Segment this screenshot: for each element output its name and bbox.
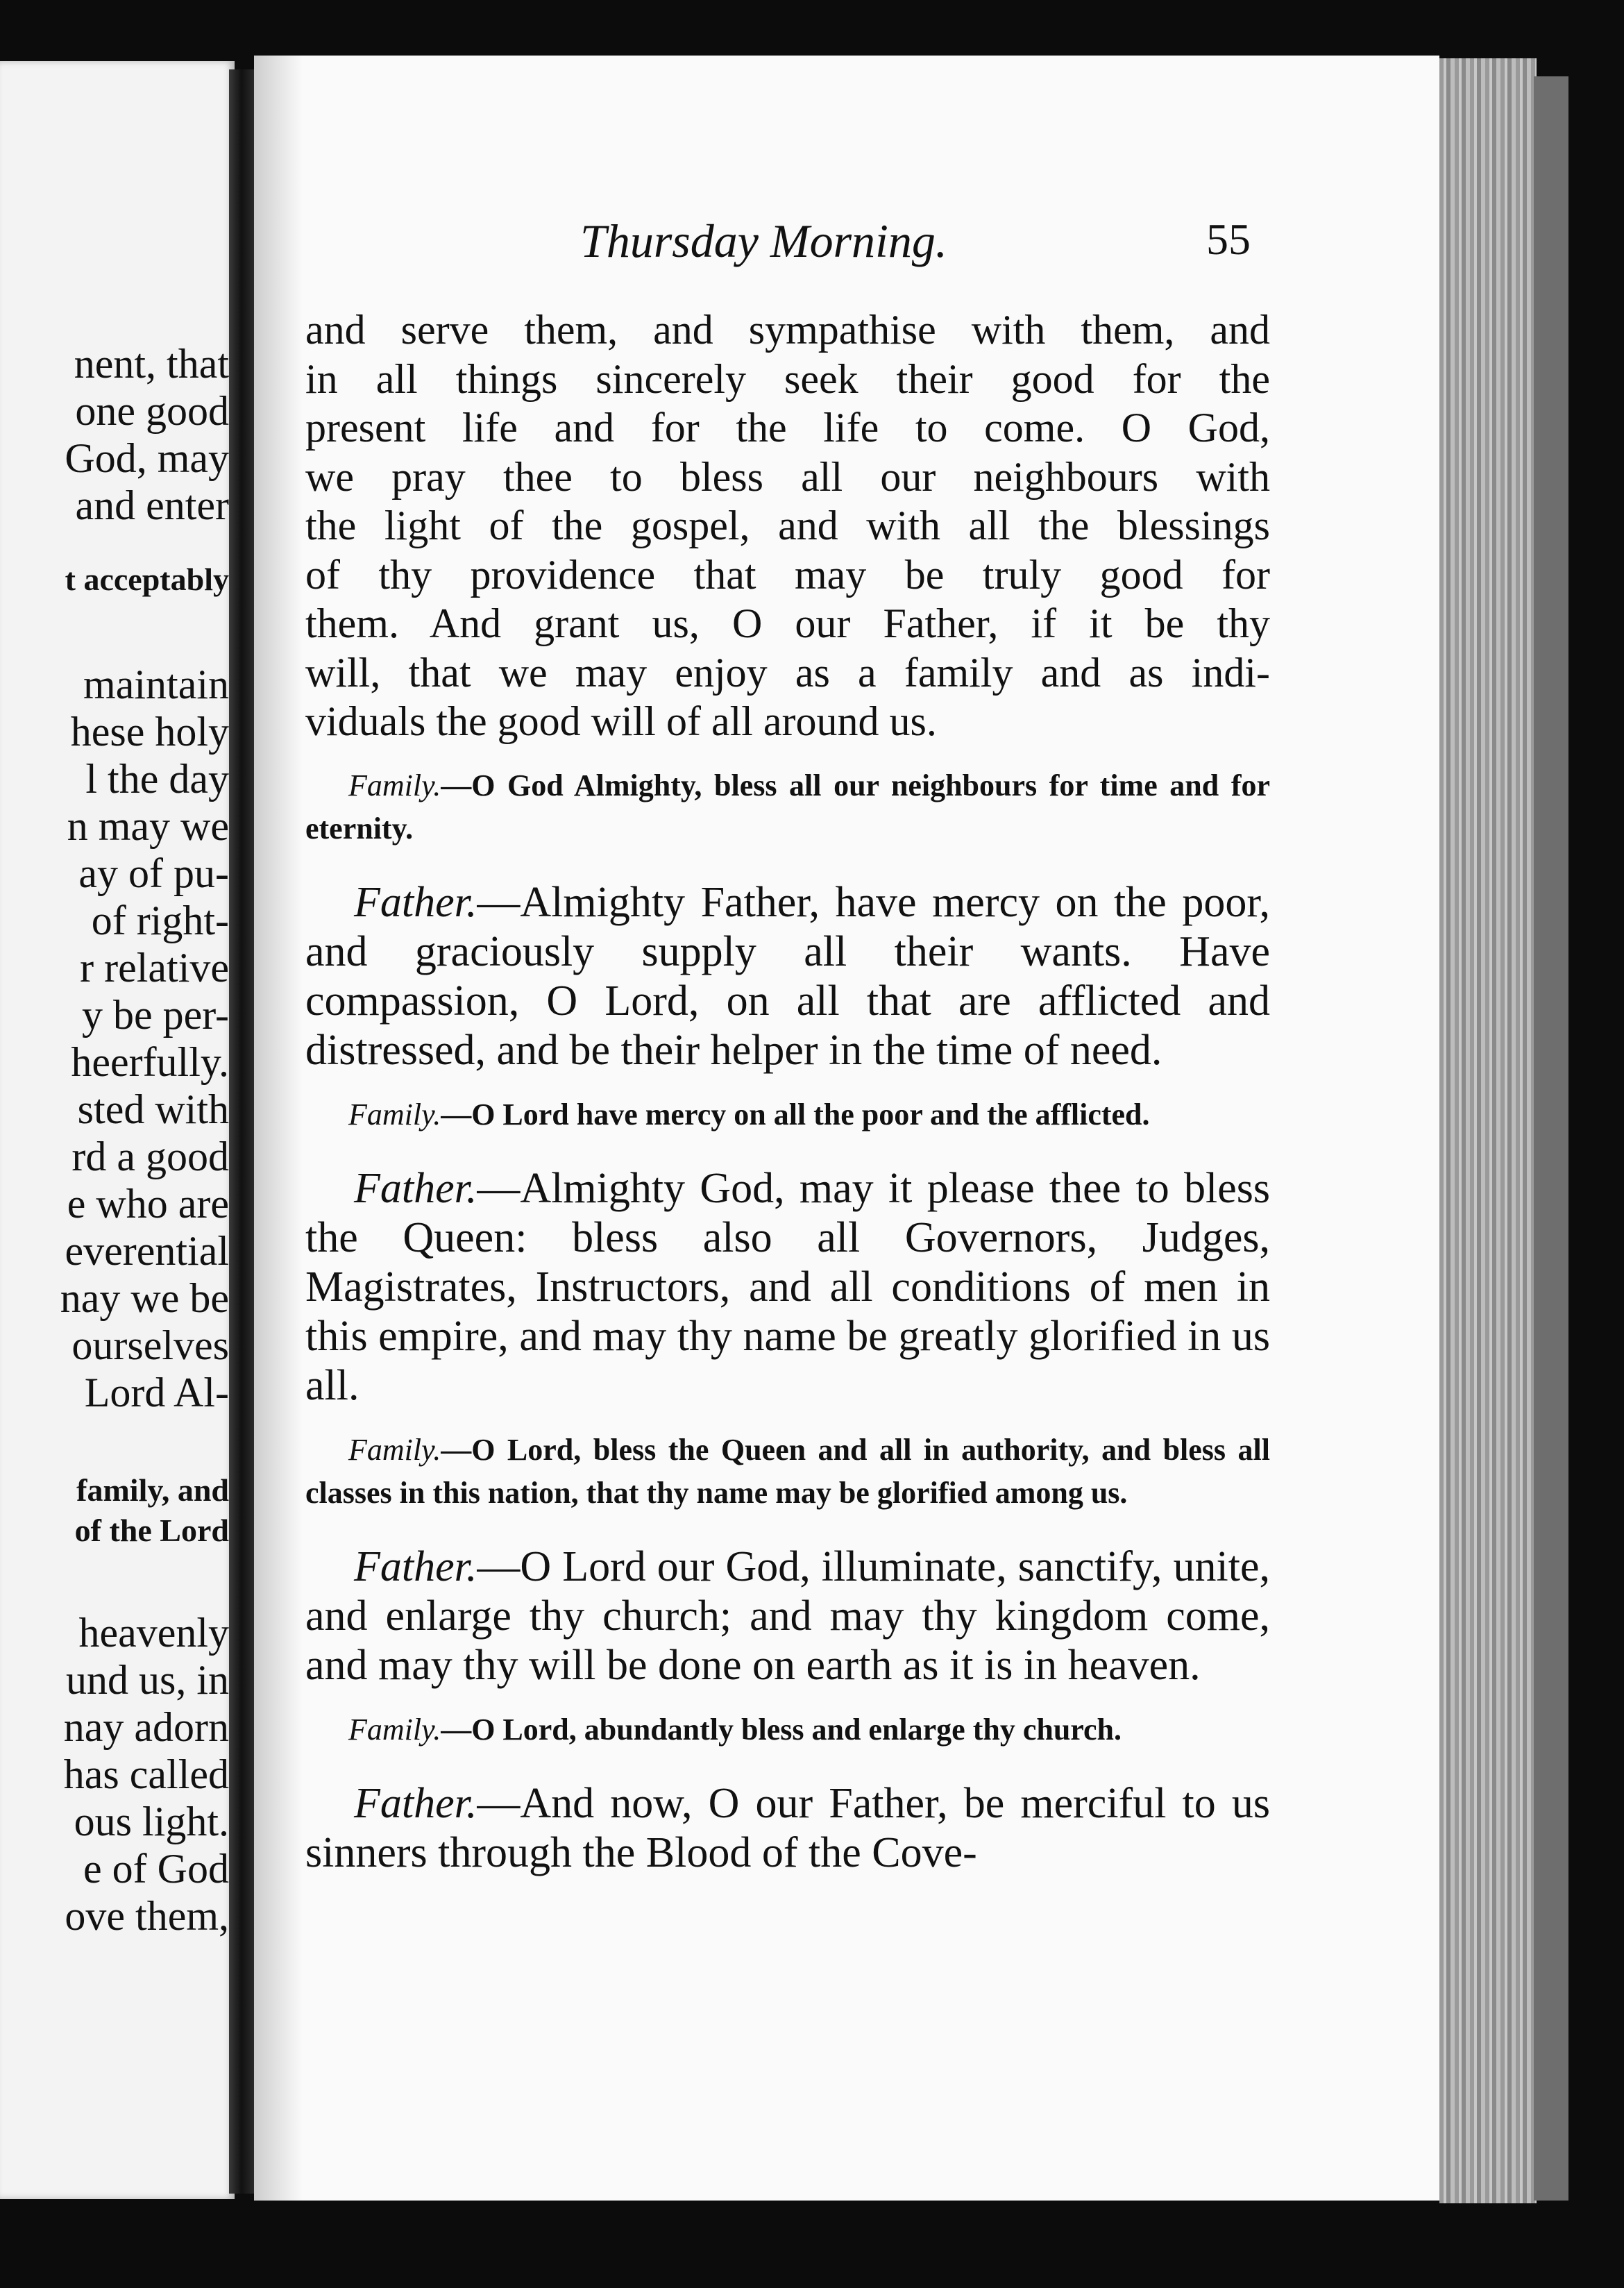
book-cover-edge <box>1534 76 1568 2201</box>
family-response-2 <box>305 1093 1270 1136</box>
prayer-text: —Almighty Father, have mercy on the poor, and graciously supply all their wants. Have compassion, O Lord, on all that are afflicted and distressed, and be their helper in the time of need. <box>305 878 1270 1074</box>
response-text: —O Lord have mercy on all the poor and the afflicted. <box>441 1097 1150 1132</box>
family-response-3 <box>305 1429 1270 1515</box>
page-number: 55 <box>1206 214 1251 264</box>
left-page-line: one good <box>75 388 229 434</box>
text-line: viduals the good will of all around us. <box>305 698 937 744</box>
speaker-label: Family. <box>348 1432 441 1467</box>
prayer-text: —And now, O our Father, be merciful to us sinners through the Blood of the Cove- <box>305 1779 1270 1876</box>
speaker-label: Father. <box>354 1542 477 1590</box>
paragraph-continuation <box>305 305 1270 746</box>
left-page-line: maintain <box>83 662 229 707</box>
gutter-shadow <box>254 56 303 2201</box>
left-page-line: and enter <box>75 482 229 528</box>
book-gutter <box>229 69 254 2194</box>
left-page-line: sted with <box>77 1086 229 1132</box>
text-line: the light of the gospel, and with all the blessings <box>305 503 1270 548</box>
speaker-label: Family. <box>348 768 441 802</box>
response-text: —O God Almighty, bless all our neighbours for time and for eternity. <box>305 768 1270 846</box>
speaker-label: Father. <box>354 1164 477 1212</box>
left-page-line: ous light. <box>74 1799 229 1844</box>
left-page-line: everential <box>65 1228 229 1274</box>
text-line: and serve them, and sympathise with them, and <box>305 307 1270 353</box>
left-page-line: ove them, <box>65 1893 229 1939</box>
father-prayer-3 <box>305 1164 1270 1411</box>
left-page-line: family, and <box>76 1472 229 1508</box>
response-text: —O Lord, bless the Queen and all in authority, and bless all classes in this nation, that thy name may be glorified among us. <box>305 1432 1270 1510</box>
left-page-line: und us, in <box>65 1657 229 1703</box>
response-text: —O Lord, abundantly bless and enlarge thy church. <box>441 1712 1122 1747</box>
left-page-line: e who are <box>67 1181 229 1227</box>
father-prayer-5 <box>305 1779 1270 1878</box>
prayer-text: —O Lord our God, illuminate, sanctify, unite, and enlarge thy church; and may thy kingdom come, and may thy will be done on earth as it is in heaven. <box>305 1542 1270 1689</box>
left-page-line: y be per- <box>81 992 229 1038</box>
left-page-line: God, may <box>65 435 229 481</box>
text-line: in all things sincerely seek their good for the <box>305 355 1270 402</box>
left-page-line: hese holy <box>70 709 229 755</box>
page-edges <box>1439 58 1537 2203</box>
left-page-line: Lord Al- <box>84 1370 229 1415</box>
left-page-line: ay of pu- <box>78 850 229 896</box>
left-page-line: nay adorn <box>63 1704 229 1750</box>
left-page-line: r relative <box>80 945 229 991</box>
text-line: them. And grant us, O our Father, if it be thy <box>305 600 1270 646</box>
left-page-line: nent, that <box>74 341 229 387</box>
left-page-line: l the day <box>85 756 229 802</box>
page-text <box>305 305 1270 1878</box>
text-line: we pray thee to bless all our neighbours with <box>305 453 1270 500</box>
left-page-line: n may we <box>67 803 229 849</box>
speaker-label: Family. <box>348 1712 441 1747</box>
speaker-label: Family. <box>348 1097 441 1132</box>
left-page-line: heerfully. <box>71 1039 229 1085</box>
left-page-line: heavenly <box>78 1610 229 1656</box>
left-page-line: of right- <box>91 898 229 943</box>
family-response-4 <box>305 1708 1270 1751</box>
left-page-line: has called <box>63 1751 229 1797</box>
father-prayer-4 <box>305 1542 1270 1690</box>
father-prayer-2 <box>305 878 1270 1075</box>
speaker-label: Father. <box>354 1779 477 1827</box>
left-page-line: rd a good <box>71 1134 229 1179</box>
left-page-line: of the Lord <box>74 1513 229 1548</box>
running-head: Thursday Morning. <box>580 214 947 267</box>
left-page-line: t acceptably <box>65 562 229 597</box>
speaker-label: Father. <box>354 878 477 926</box>
prayer-text: —Almighty God, may it please thee to bless the Queen: bless also all Governors, Judges, Magistrates, Instructors, and all conditions of men in this empire, and may thy name be greatly glorified in us all. <box>305 1164 1270 1409</box>
left-page-line: ourselves <box>71 1322 229 1368</box>
family-response-1 <box>305 764 1270 850</box>
left-page-line: e of God <box>83 1846 229 1892</box>
left-page-line: nay we be <box>60 1275 229 1321</box>
text-line: of thy providence that may be truly good for <box>305 551 1270 598</box>
text-line: present life and for the life to come. O God, <box>305 405 1270 451</box>
text-line: will, that we may enjoy as a family and as indi- <box>305 649 1270 696</box>
left-facing-page <box>0 61 235 2199</box>
